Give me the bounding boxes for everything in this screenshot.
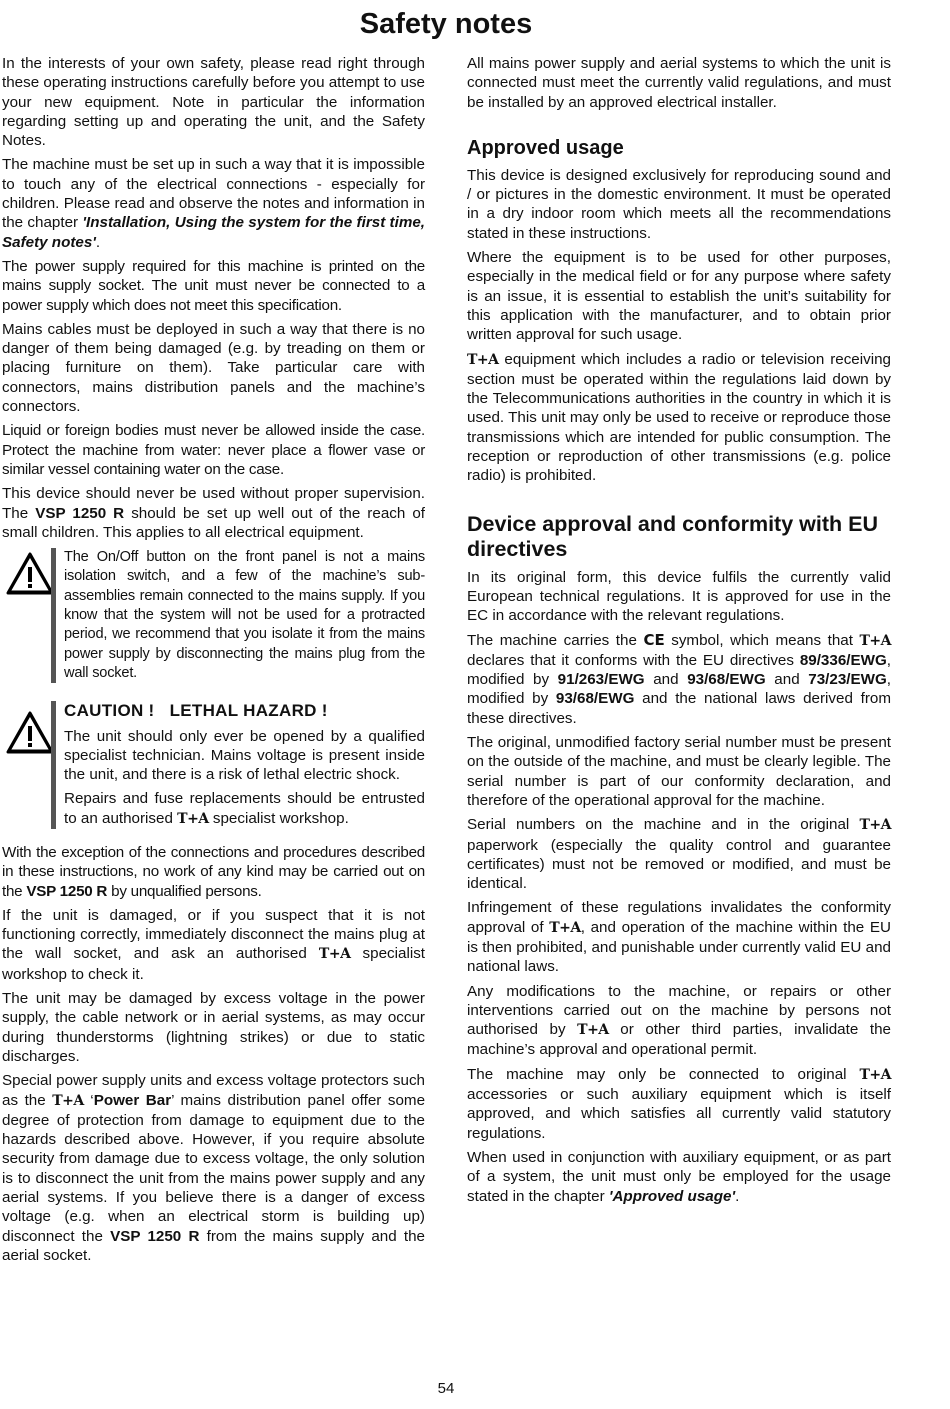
brand-logo: T+A <box>467 351 499 368</box>
section-heading-device-approval: Device approval and conformity with EU directives <box>467 511 878 561</box>
text: from the mains supply and the aerial socket. <box>2 1227 425 1264</box>
paragraph: In the interests of your own safety, please read right through these operating instructions carefully before you attempt to use your new equipment. Note in particular the information regarding setting up and operating the unit, and the Safety Notes. <box>2 55 425 150</box>
paragraph: Where the equipment is to be used for other purposes, especially in the medical field or for any purpose where safety is an issue, it is essential to establish the unit’s suitability for this application with the manufacturer, and to obtain prior written approval for such usage. <box>467 249 891 344</box>
text: . <box>95 233 101 251</box>
brand-logo: T+A <box>577 1022 609 1039</box>
chapter-reference: 'Installation, Using the system for the first time, Safety notes' <box>2 214 426 251</box>
text: symbol, which means that <box>664 631 860 649</box>
warning-triangle-icon <box>6 552 54 596</box>
text: paperwork (especially the quality control and guarantee certificates) must not be removed or modified, and must be identical. <box>467 836 891 893</box>
paragraph: The unit may be damaged by excess voltage in the power supply, the cable network or in aerial systems, as may occur during thunderstorms (lightning strikes) or due to static discharges. <box>2 990 425 1065</box>
page-number: 54 <box>437 1380 455 1397</box>
caution-heading: CAUTION ! LETHAL HAZARD ! <box>64 701 328 721</box>
paragraph: This device is designed exclusively for reproducing sound and / or pictures in the domestic environment. It must be operated in a dry indoor room which meets all the recommendations stated in these instructions. <box>467 166 891 242</box>
text: Any modifications to the machine, or repairs or other interventions carried out on the machine by persons not authorised by <box>467 982 891 1039</box>
text: The machine must be set up in such a way that it is impossible to touch any of the electrical connections - especially for children. Please read and observe the notes and information in the chapter <box>2 156 425 232</box>
text: accessories or such auxiliary equipment which is itself approved, and which satisfies all currently valid statutory regulations. <box>467 1086 891 1142</box>
directive: 91/263/EWG <box>557 671 645 689</box>
brand-logo: T+A <box>859 817 891 834</box>
ce-mark-icon: CE <box>643 630 665 649</box>
brand-logo: T+A <box>549 919 581 936</box>
text: and <box>765 671 809 689</box>
paragraph: In its original form, this device fulfils the currently valid European technical regulations. It is approved for use in the EC in accordance with the relevant regulations. <box>467 568 891 625</box>
model-name: VSP 1250 R <box>26 882 108 900</box>
model-name: VSP 1250 R <box>35 504 125 522</box>
brand-logo: T+A <box>859 1066 891 1083</box>
text: When used in conjunction with auxiliary equipment, or as part of a system, the unit must only be employed for the usage stated in the chapter <box>467 1148 891 1205</box>
paragraph: The original, unmodified factory serial number must be present on the outside of the machine, and must be clearly legible. The serial number is part of our conformity declaration, and therefore of the operational approval for the machine. <box>467 734 891 809</box>
warning-text: The On/Off button on the front panel is not a mains isolation switch, and a few of the machine’s sub-assemblies remain connected to the mains supply. If you know that the system will not be used for a protracted period, we recommend that you isolate it from the mains power supply by disconnecting the mains plug from the wall socket. <box>64 549 425 681</box>
warning-bar <box>51 548 56 683</box>
paragraph <box>2 484 425 542</box>
model-name: VSP 1250 R <box>110 1227 200 1245</box>
warning-bar <box>51 701 56 829</box>
directive: 73/23/EWG <box>808 671 887 689</box>
text: If the unit is damaged, or if you suspect that it is not functioning correctly, immediately disconnect the mains plug at the wall socket, and ask an authorised <box>2 906 425 963</box>
text: Special power supply units and excess voltage protectors such as the <box>2 1072 425 1109</box>
text: . <box>735 1187 740 1205</box>
paragraph <box>2 155 425 251</box>
text: Repairs and fuse replacements should be entrusted to an authorised <box>64 790 425 827</box>
text: or other third parties, invalidate the machine’s approval and operational permit. <box>467 1021 891 1059</box>
caution-text <box>64 789 425 829</box>
paragraph: All mains power supply and aerial systems to which the unit is connected must meet the currently valid regulations, and must be installed by an approved electrical installer. <box>467 55 891 111</box>
paragraph <box>467 350 891 486</box>
text: ‘ <box>83 1091 94 1109</box>
paragraph: Mains cables must be deployed in such a way that there is no danger of them being damaged (e.g. by treading on them or placing furniture on them). Take particular care with connectors, mains distribution panels and the machine’s connectors. <box>2 320 425 416</box>
caution-box-lethal-hazard <box>2 701 425 829</box>
brand-logo: T+A <box>318 946 351 963</box>
paragraph <box>2 906 425 984</box>
text: and the national laws derived from these directives. <box>467 690 891 727</box>
brand-logo: T+A <box>177 810 209 827</box>
text: ’ mains distribution panel offer some degree of protection from damage to equipment due to the hazards described above. However, if you require absolute security from damage due to excess voltage, the only solution is to disconnect the unit from the mains power supply and any aerial systems. If you believe there is a danger of excess voltage (e.g. when an electrical storm is building up) disconnect the <box>2 1091 426 1245</box>
text: , and operation of the machine within the EU is then prohibited, and punishable under currently valid EU and national laws. <box>467 918 891 976</box>
chapter-reference: 'Approved usage' <box>608 1187 736 1205</box>
text: , modified by <box>467 651 891 689</box>
directive: 93/68/EWG <box>687 671 766 689</box>
paragraph <box>2 1071 425 1265</box>
text: by unqualified persons. <box>107 882 262 900</box>
paragraph <box>467 815 891 893</box>
text: should be set up well out of the reach of small children. This applies to all electrical equipment. <box>2 504 426 541</box>
text: Serial numbers on the machine and in the original <box>467 816 860 834</box>
left-column <box>2 54 425 1270</box>
paragraph: The power supply required for this machine is printed on the mains supply socket. The unit must never be connected to a power supply which does not meet this specification. <box>2 257 425 314</box>
paragraph <box>467 631 891 728</box>
text: Infringement of these regulations invalidates the conformity approval of <box>467 899 891 936</box>
paragraph <box>467 982 891 1060</box>
text: specialist workshop to check it. <box>2 945 426 983</box>
paragraph <box>467 1148 891 1206</box>
paragraph <box>467 898 891 976</box>
section-heading-approved-usage: Approved usage <box>467 136 624 159</box>
text: The machine may only be connected to original <box>467 1065 860 1083</box>
product-name: Power Bar <box>93 1091 172 1109</box>
text: This device should never be used without proper supervision. The <box>2 485 425 522</box>
text: equipment which includes a radio or television receiving section must be operated within the regulations laid down by the Telecommunications authorities in the country in which it is used. This unit may only be used to receive or reproduce those transmissions which are intended for public consumption. The reception or reproduction of other transmissions (e.g. police radio) is prohibited. <box>467 350 891 485</box>
brand-logo: T+A <box>52 1092 84 1109</box>
text: With the exception of the connections and procedures described in these instructions, no work of any kind may be carried out on the <box>2 843 425 900</box>
warning-triangle-icon <box>6 711 54 755</box>
text: , modified by <box>467 671 892 708</box>
directive: 93/68/EWG <box>555 690 635 708</box>
text: specialist workshop. <box>208 809 349 827</box>
paragraph: Liquid or foreign bodies must never be allowed inside the case. Protect the machine from water: never place a flower vase or similar vessel containing water on the case. <box>2 422 425 478</box>
warning-box-power-switch <box>2 548 425 683</box>
paragraph <box>467 1065 891 1143</box>
right-column <box>467 54 891 1211</box>
paragraph <box>2 843 425 901</box>
text: declares that it conforms with the EU directives <box>467 651 800 669</box>
directive: 89/336/EWG <box>799 651 887 669</box>
caution-text: The unit should only ever be opened by a qualified specialist technician. Mains voltage is present inside the unit, and there is a risk of lethal electric shock. <box>64 727 425 784</box>
text: The machine carries the <box>467 631 644 649</box>
page-title: Safety notes <box>359 8 533 40</box>
brand-logo: T+A <box>859 632 892 649</box>
text: and <box>644 671 688 689</box>
